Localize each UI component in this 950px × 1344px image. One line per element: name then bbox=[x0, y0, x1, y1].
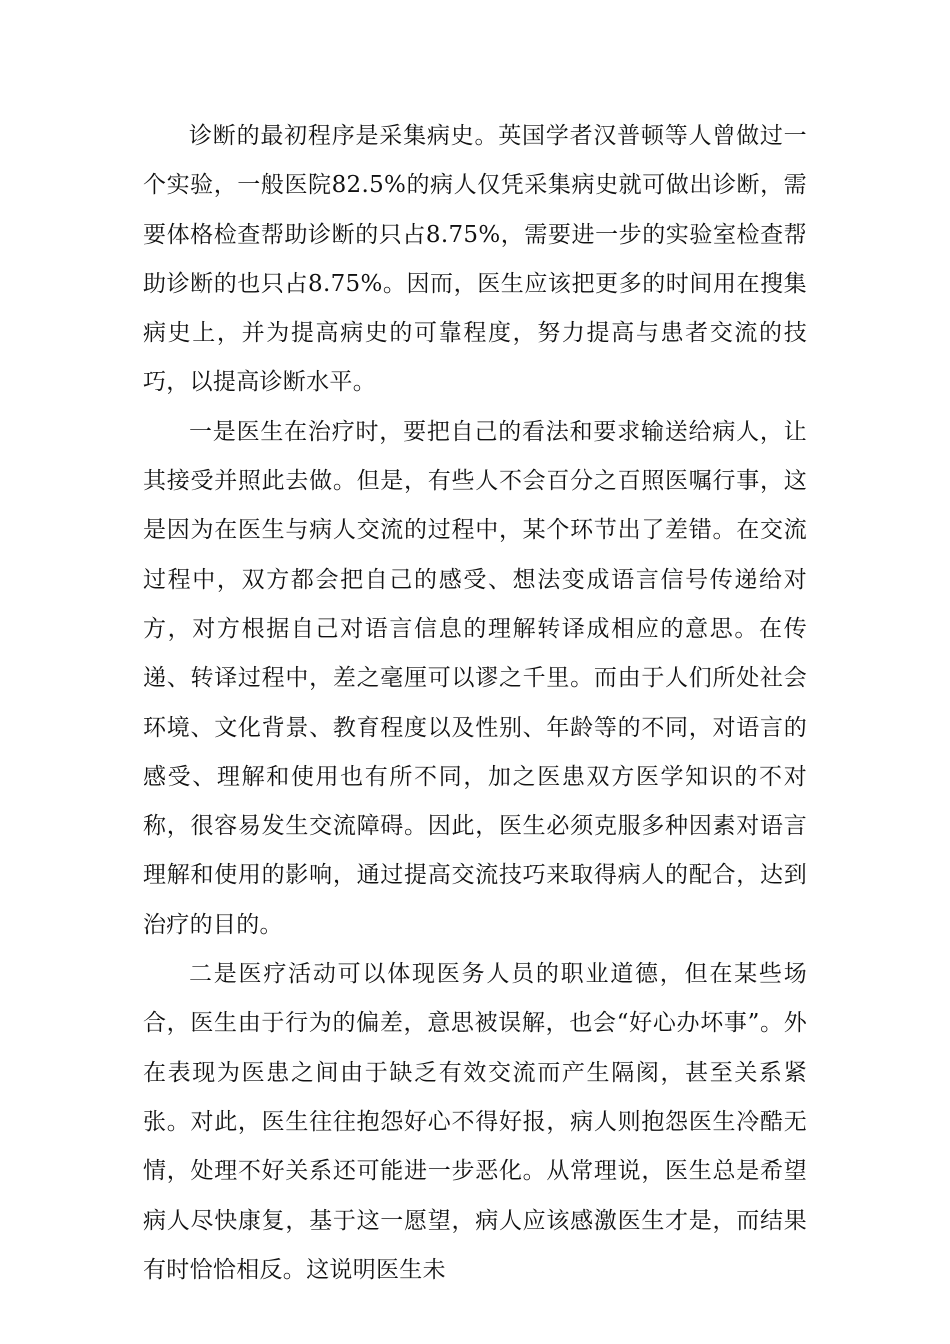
paragraph-medical-ethics: 二是医疗活动可以体现医务人员的职业道德，但在某些场合，医生由于行为的偏差，意思被误解，也会“好心办坏事”。外在表现为医患之间由于缺乏有效交流而产生隔阂，甚至关系紧张。对此，医生往往抱怨好心不得好报，病人则抱怨医生冷酷无情，处理不好关系还可能进一步恶化。从常理说，医生总是希望病人尽快康复，基于这一愿望，病人应该感激医生才是，而结果有时恰恰相反。这说明医生未 bbox=[143, 961, 807, 1283]
paragraph-history-taking: 诊断的最初程序是采集病史。英国学者汉普顿等人曾做过一个实验，一般医院82.5%的病人仅凭采集病史就可做出诊断，需要体格检查帮助诊断的只占8.75%，需要进一步的实验室检查帮助诊断的也只占8.75%。因而，医生应该把更多的时间用在搜集病史上，并为提高病史的可靠程度，努力提高与患者交流的技巧，以提高诊断水平。 bbox=[143, 123, 807, 396]
paragraph-treatment-communication: 一是医生在治疗时，要把自己的看法和要求输送给病人，让其接受并照此去做。但是，有些人不会百分之百照医嘱行事，这是因为在医生与病人交流的过程中，某个环节出了差错。在交流过程中，双方都会把自己的感受、想法变成语言信号传递给对方，对方根据自己对语言信息的理解转译成相应的意思。在传递、转译过程中，差之毫厘可以谬之千里。而由于人们所处社会环境、文化背景、教育程度以及性别、年龄等的不同，对语言的感受、理解和使用也有所不同，加之医患双方医学知识的不对称，很容易发生交流障碍。因此，医生必须克服多种因素对语言理解和使用的影响，通过提高交流技巧来取得病人的配合，达到治疗的目的。 bbox=[143, 418, 807, 938]
document-body bbox=[143, 112, 807, 1295]
